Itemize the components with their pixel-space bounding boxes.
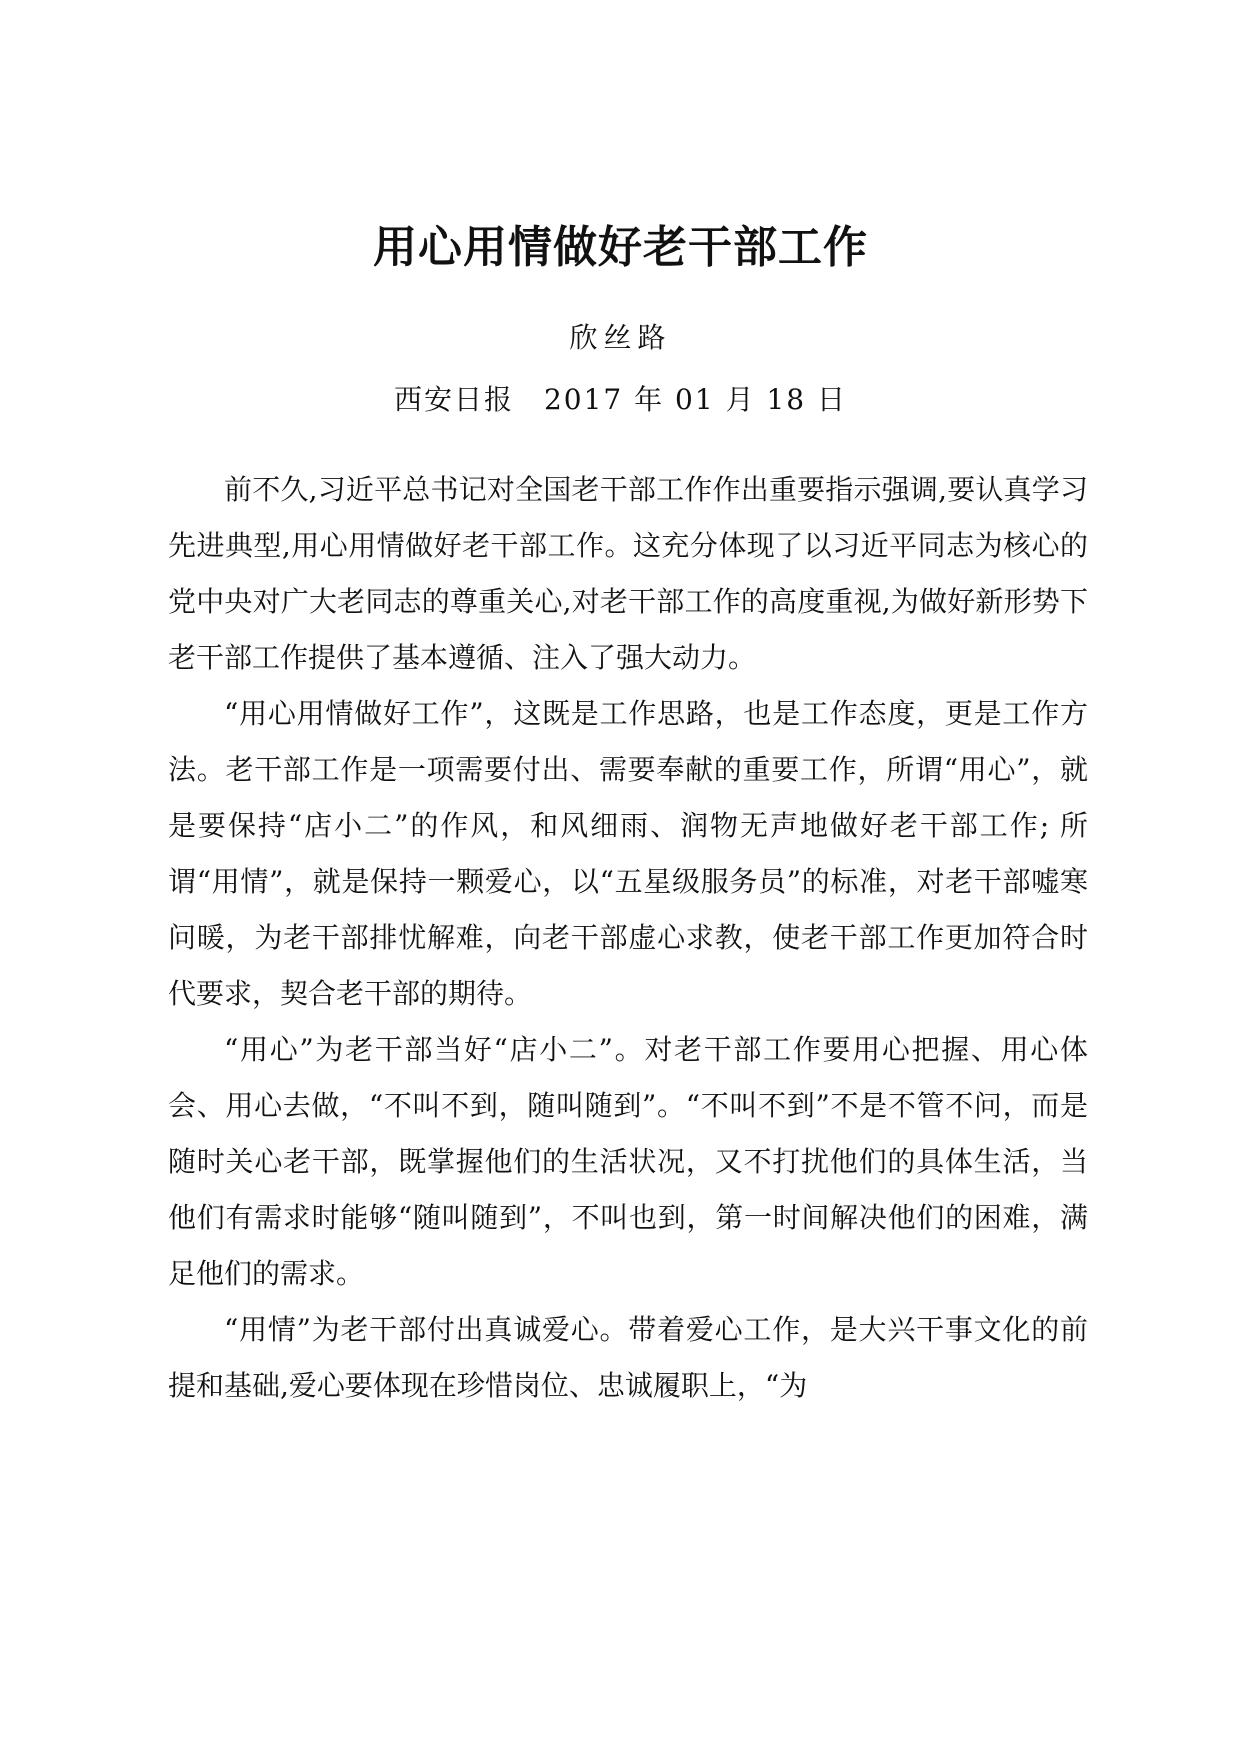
article-body (168, 462, 1088, 1414)
article-title: 用心用情做好老干部工作 (373, 222, 868, 273)
paragraph-2: “用心用情做好工作”，这既是工作思路，也是工作态度，更是工作方法。老干部工作是一项需要付出、需要奉献的重要工作，所谓“用心”，就是要保持“店小二”的作风，和风细雨、润物无声地做好老干部工作; 所谓“用情”，就是保持一颗爱心，以“五星级服务员”的标准，对老干部嘘寒问暖，为老干部排忧解难，向老干部虚心求教，使老干部工作更加符合时代要求，契合老干部的期待。 (168, 697, 1088, 1010)
article-author: 欣丝路 (569, 321, 672, 354)
paragraph-1: 前不久,习近平总书记对全国老干部工作作出重要指示强调,要认真学习先进典型,用心用情做好老干部工作。这充分体现了以习近平同志为核心的党中央对广大老同志的尊重关心,对老干部工作的高度重视,为做好新形势下老干部工作提供了基本遵循、注入了强大动力。 (168, 473, 1088, 674)
paragraph-4: “用情”为老干部付出真诚爱心。带着爱心工作，是大兴干事文化的前提和基础,爱心要体现在珍惜岗位、忠诚履职上，“为 (168, 1313, 1088, 1402)
paragraph-3: “用心”为老干部当好“店小二”。对老干部工作要用心把握、用心体会、用心去做，“不叫不到，随叫随到”。“不叫不到”不是不管不问，而是随时关心老干部，既掌握他们的生活状况，又不打扰他们的具体生活，当他们有需求时能够“随叫随到”，不叫也到，第一时间解决他们的困难，满足他们的需求。 (168, 1033, 1088, 1290)
article-source-date: 西安日报 2017 年 01 月 18 日 (393, 383, 848, 416)
